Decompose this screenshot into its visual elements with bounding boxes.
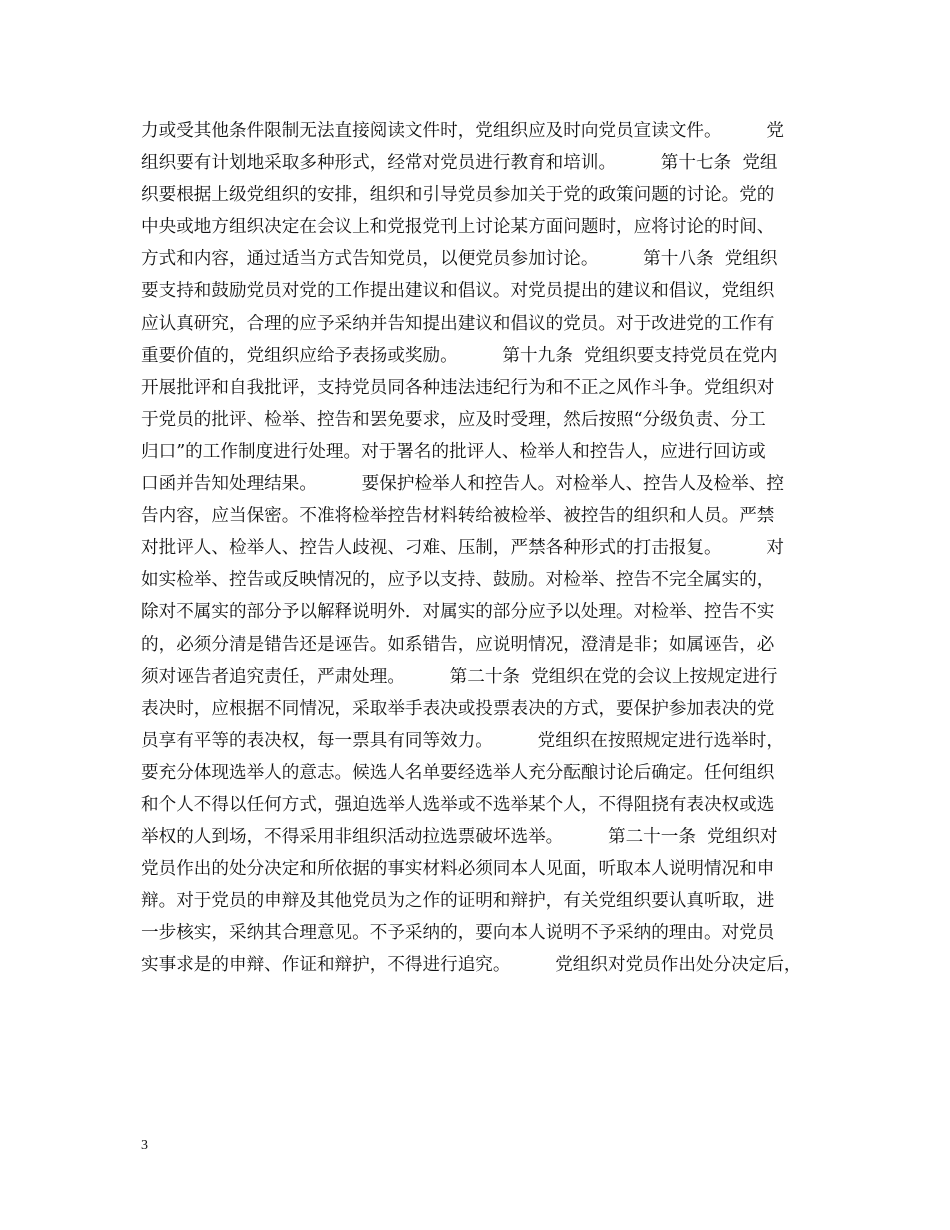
text-line: 力或受其他条件限制无法直接阅读文件时，党组织应及时向党员宣读文件。 党 — [141, 121, 784, 141]
text-line: 织要根据上级党组织的安排，组织和引导党员参加关于党的政策问题的讨论。党的 — [141, 185, 775, 206]
text-line: 一步核实，采纳其合理意见。不予采纳的，要向本人说明不予采纳的理由。对党员 — [141, 923, 775, 944]
text-line: 中央或地方组织决定在会议上和党报党刊上讨论某方面问题时，应将讨论的时间、 — [141, 217, 775, 238]
text-line: 实事求是的申辩、作证和辩护，不得进行追究。 党组织对党员作出处分决定后， — [141, 955, 802, 976]
text-line: 要支持和鼓励党员对党的工作提出建议和倡议。对党员提出的建议和倡议，党组织 — [141, 281, 775, 302]
text-line: 方式和内容，通过适当方式告知党员，以便党员参加讨论。 第十八条 党组织 — [141, 249, 778, 270]
text-line: 对批评人、检举人、控告人歧视、刁难、压制，严禁各种形式的打击报复。 对 — [141, 538, 784, 559]
text-line: 口函并告知处理结果。 要保护检举人和控告人。对检举人、控告人及检举、控 — [141, 474, 784, 495]
text-line: 告内容，应当保密。不准将检举控告材料转给被检举、被控告的组织和人员。严禁 — [141, 506, 775, 527]
text-line: 于党员的批评、检举、控告和罢免要求，应及时受理，然后按照“分级负责、分工 — [141, 409, 766, 430]
text-line: 员享有平等的表决权，每一票具有同等效力。 党组织在按照规定进行选举时， — [141, 730, 784, 751]
text-line: 如实检举、控告或反映情况的，应予以支持、鼓励。对检举、控告不完全属实的， — [141, 570, 775, 591]
text-line: 辩。对于党员的申辩及其他党员为之作的证明和辩护，有关党组织要认真听取，进 — [141, 891, 775, 912]
text-line: 组织要有计划地采取多种形式，经常对党员进行教育和培训。 第十七条 党组 — [141, 153, 778, 174]
text-line: 除对不属实的部分予以解释说明外．对属实的部分应予以处理。对检举、控告不实 — [141, 602, 775, 623]
text-line: 表决时，应根据不同情况，采取举手表决或投票表决的方式，要保护参加表决的党 — [141, 698, 775, 719]
text-line: 的，必须分清是错告还是诬告。如系错告，应说明情况，澄清是非；如属诬告，必 — [141, 634, 775, 655]
text-line: 重要价值的，党组织应给予表扬或奖励。 第十九条 党组织要支持党员在党内 — [141, 345, 778, 366]
text-line: 开展批评和自我批评，支持党员同各种违法违纪行为和不正之风作斗争。党组织对 — [141, 377, 775, 398]
page-number: 3 — [141, 1138, 148, 1153]
text-line: 要充分体现选举人的意志。候选人名单要经选举人充分酝酿讨论后确定。任何组织 — [141, 762, 775, 783]
text-line: 举权的人到场，不得采用非组织活动拉选票破坏选举。 第二十一条 党组织对 — [141, 827, 778, 848]
text-line: 须对诬告者追究责任，严肃处理。 第二十条 党组织在党的会议上按规定进行 — [141, 666, 778, 687]
text-line: 和个人不得以任何方式，强迫选举人选举或不选举某个人，不得阻挠有表决权或选 — [141, 794, 775, 815]
body-text — [141, 115, 831, 982]
text-line: 归口”的工作制度进行处理。对于署名的批评人、检举人和控告人，应进行回访或 — [141, 441, 766, 462]
text-line: 应认真研究，合理的应予采纳并告知提出建议和倡议的党员。对于改进党的工作有 — [141, 313, 775, 334]
text-line: 党员作出的处分决定和所依据的事实材料必须同本人见面，听取本人说明情况和申 — [141, 859, 775, 880]
